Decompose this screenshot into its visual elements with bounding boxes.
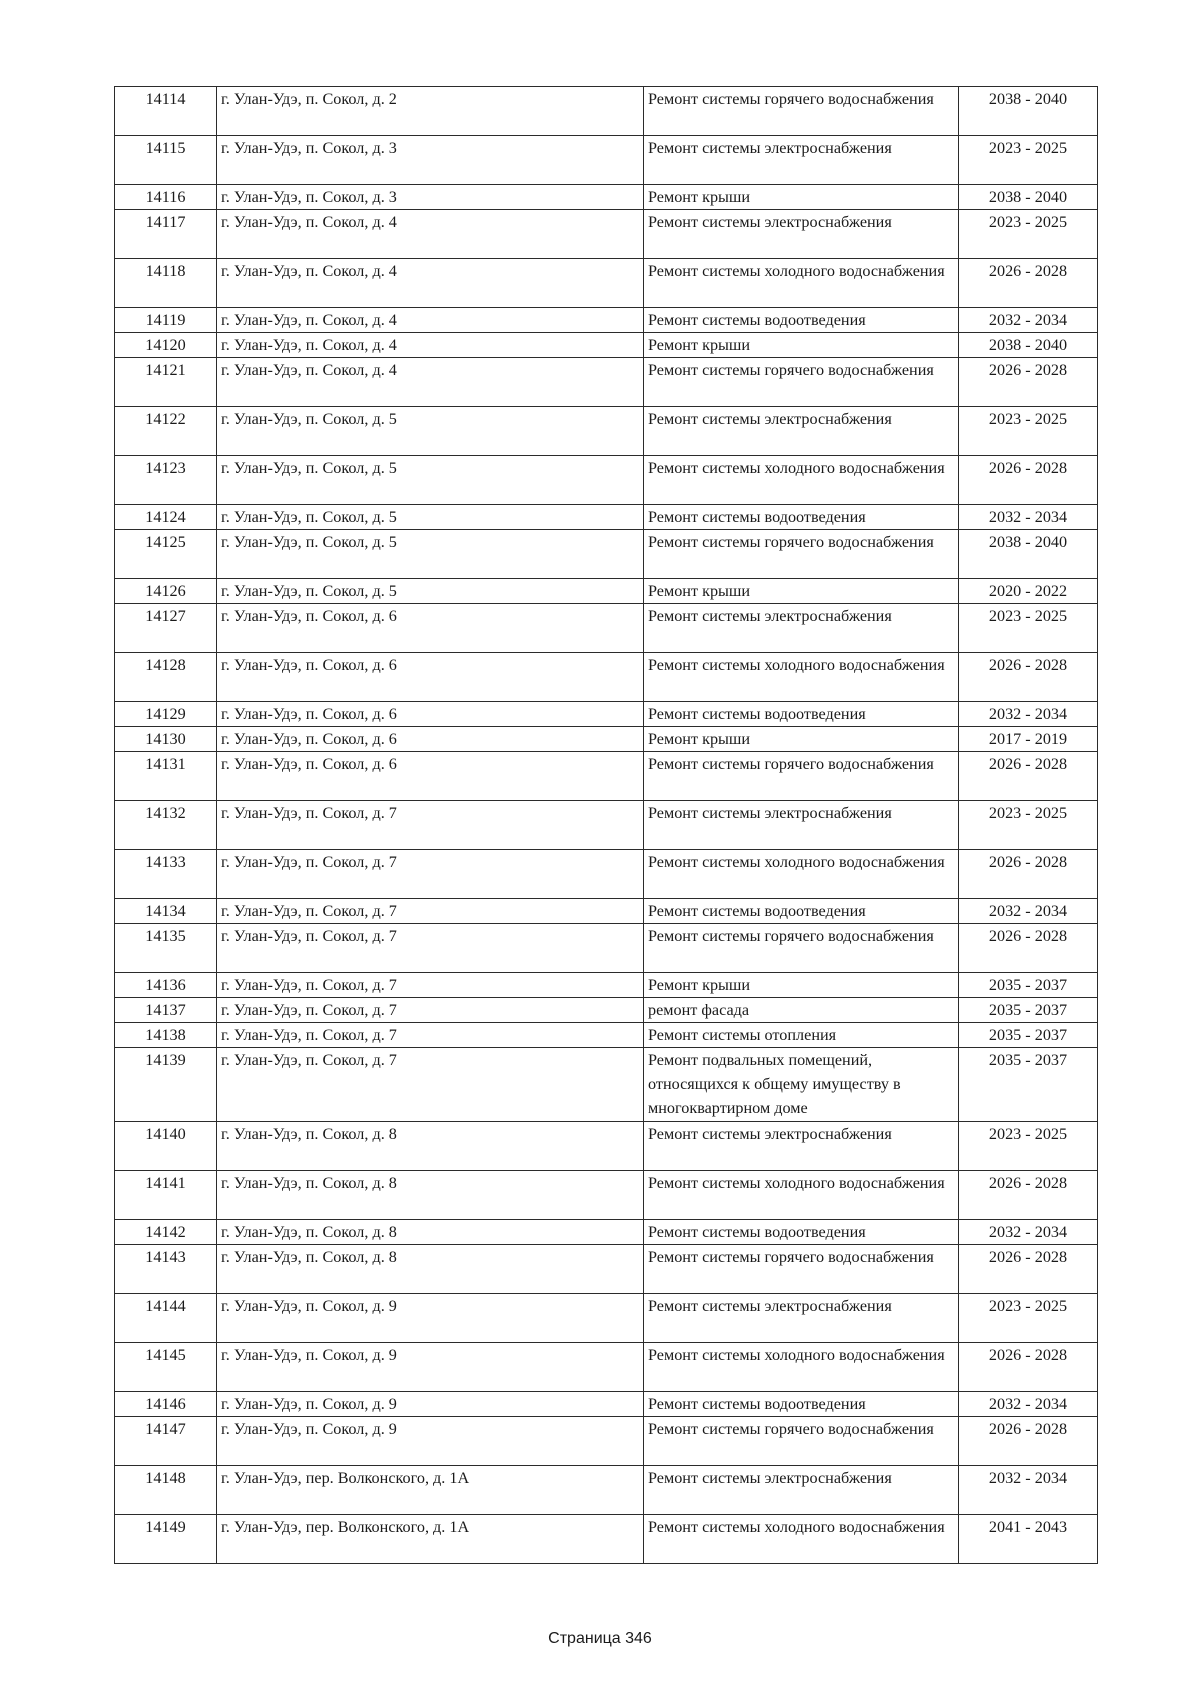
row-number: 14119 <box>115 308 217 333</box>
row-period: 2032 - 2034 <box>959 505 1098 530</box>
row-number: 14128 <box>115 653 217 702</box>
table-row <box>115 1466 1098 1515</box>
table-row <box>115 1343 1098 1392</box>
row-period: 2035 - 2037 <box>959 1048 1098 1122</box>
table-row <box>115 407 1098 456</box>
row-address: г. Улан-Удэ, п. Сокол, д. 5 <box>217 579 644 604</box>
table-row <box>115 604 1098 653</box>
row-work-type: Ремонт системы холодного водоснабжения <box>644 1171 959 1220</box>
row-number: 14115 <box>115 136 217 185</box>
table-row <box>115 579 1098 604</box>
row-period: 2038 - 2040 <box>959 333 1098 358</box>
row-work-type: Ремонт системы водоотведения <box>644 1220 959 1245</box>
row-work-type: Ремонт подвальных помещений, относящихся к общему имуществу в многоквартирном доме <box>644 1048 959 1122</box>
table-row <box>115 801 1098 850</box>
row-number: 14131 <box>115 752 217 801</box>
row-number: 14141 <box>115 1171 217 1220</box>
row-work-type: Ремонт системы холодного водоснабжения <box>644 850 959 899</box>
row-address: г. Улан-Удэ, п. Сокол, д. 6 <box>217 604 644 653</box>
row-period: 2026 - 2028 <box>959 1417 1098 1466</box>
row-number: 14134 <box>115 899 217 924</box>
table-row <box>115 456 1098 505</box>
row-number: 14149 <box>115 1515 217 1564</box>
row-period: 2023 - 2025 <box>959 407 1098 456</box>
row-period: 2023 - 2025 <box>959 1294 1098 1343</box>
row-period: 2017 - 2019 <box>959 727 1098 752</box>
table-row <box>115 1220 1098 1245</box>
table-row <box>115 210 1098 259</box>
row-period: 2023 - 2025 <box>959 604 1098 653</box>
row-work-type: Ремонт системы горячего водоснабжения <box>644 1417 959 1466</box>
row-number: 14127 <box>115 604 217 653</box>
row-number: 14116 <box>115 185 217 210</box>
table-row <box>115 998 1098 1023</box>
row-period: 2026 - 2028 <box>959 1245 1098 1294</box>
row-work-type: Ремонт крыши <box>644 333 959 358</box>
row-period: 2023 - 2025 <box>959 210 1098 259</box>
row-number: 14130 <box>115 727 217 752</box>
table-row <box>115 1023 1098 1048</box>
table-body <box>115 87 1098 1564</box>
row-number: 14118 <box>115 259 217 308</box>
table-row <box>115 727 1098 752</box>
row-work-type: Ремонт системы горячего водоснабжения <box>644 87 959 136</box>
row-period: 2026 - 2028 <box>959 259 1098 308</box>
row-address: г. Улан-Удэ, п. Сокол, д. 8 <box>217 1122 644 1171</box>
row-period: 2032 - 2034 <box>959 899 1098 924</box>
table-row <box>115 1171 1098 1220</box>
row-address: г. Улан-Удэ, п. Сокол, д. 8 <box>217 1171 644 1220</box>
row-work-type: Ремонт системы отопления <box>644 1023 959 1048</box>
table-row <box>115 1048 1098 1122</box>
row-address: г. Улан-Удэ, п. Сокол, д. 7 <box>217 801 644 850</box>
row-number: 14124 <box>115 505 217 530</box>
row-work-type: Ремонт системы горячего водоснабжения <box>644 530 959 579</box>
row-address: г. Улан-Удэ, п. Сокол, д. 7 <box>217 850 644 899</box>
row-number: 14140 <box>115 1122 217 1171</box>
row-work-type: ремонт фасада <box>644 998 959 1023</box>
row-work-type: Ремонт системы электроснабжения <box>644 1466 959 1515</box>
row-work-type: Ремонт системы холодного водоснабжения <box>644 259 959 308</box>
row-address: г. Улан-Удэ, п. Сокол, д. 3 <box>217 185 644 210</box>
row-work-type: Ремонт системы электроснабжения <box>644 136 959 185</box>
table-row <box>115 1294 1098 1343</box>
row-number: 14148 <box>115 1466 217 1515</box>
row-period: 2026 - 2028 <box>959 456 1098 505</box>
row-address: г. Улан-Удэ, п. Сокол, д. 9 <box>217 1294 644 1343</box>
row-number: 14122 <box>115 407 217 456</box>
row-number: 14135 <box>115 924 217 973</box>
table-row <box>115 1245 1098 1294</box>
row-address: г. Улан-Удэ, п. Сокол, д. 4 <box>217 259 644 308</box>
row-work-type: Ремонт крыши <box>644 727 959 752</box>
table-row <box>115 259 1098 308</box>
row-period: 2041 - 2043 <box>959 1515 1098 1564</box>
row-period: 2035 - 2037 <box>959 973 1098 998</box>
row-address: г. Улан-Удэ, п. Сокол, д. 4 <box>217 210 644 259</box>
table-row <box>115 1515 1098 1564</box>
row-address: г. Улан-Удэ, п. Сокол, д. 4 <box>217 308 644 333</box>
row-work-type: Ремонт системы электроснабжения <box>644 1294 959 1343</box>
row-address: г. Улан-Удэ, п. Сокол, д. 9 <box>217 1392 644 1417</box>
row-address: г. Улан-Удэ, п. Сокол, д. 4 <box>217 358 644 407</box>
row-address: г. Улан-Удэ, п. Сокол, д. 6 <box>217 702 644 727</box>
row-period: 2023 - 2025 <box>959 136 1098 185</box>
row-address: г. Улан-Удэ, пер. Волконского, д. 1А <box>217 1515 644 1564</box>
row-number: 14144 <box>115 1294 217 1343</box>
row-period: 2026 - 2028 <box>959 924 1098 973</box>
row-address: г. Улан-Удэ, п. Сокол, д. 9 <box>217 1343 644 1392</box>
row-number: 14114 <box>115 87 217 136</box>
table-row <box>115 1122 1098 1171</box>
row-period: 2026 - 2028 <box>959 653 1098 702</box>
row-work-type: Ремонт системы электроснабжения <box>644 210 959 259</box>
row-number: 14120 <box>115 333 217 358</box>
row-address: г. Улан-Удэ, п. Сокол, д. 7 <box>217 899 644 924</box>
row-work-type: Ремонт системы водоотведения <box>644 308 959 333</box>
table-row <box>115 1417 1098 1466</box>
row-address: г. Улан-Удэ, п. Сокол, д. 7 <box>217 924 644 973</box>
table-row <box>115 185 1098 210</box>
table-row <box>115 1392 1098 1417</box>
row-work-type: Ремонт системы горячего водоснабжения <box>644 924 959 973</box>
table-row <box>115 505 1098 530</box>
row-address: г. Улан-Удэ, п. Сокол, д. 5 <box>217 407 644 456</box>
row-work-type: Ремонт системы электроснабжения <box>644 801 959 850</box>
row-work-type: Ремонт крыши <box>644 185 959 210</box>
row-period: 2035 - 2037 <box>959 998 1098 1023</box>
table-row <box>115 530 1098 579</box>
table-row <box>115 752 1098 801</box>
table-row <box>115 358 1098 407</box>
row-period: 2032 - 2034 <box>959 308 1098 333</box>
row-address: г. Улан-Удэ, п. Сокол, д. 5 <box>217 505 644 530</box>
row-work-type: Ремонт системы холодного водоснабжения <box>644 1343 959 1392</box>
row-number: 14147 <box>115 1417 217 1466</box>
row-address: г. Улан-Удэ, п. Сокол, д. 7 <box>217 1048 644 1122</box>
row-number: 14143 <box>115 1245 217 1294</box>
row-period: 2026 - 2028 <box>959 358 1098 407</box>
row-period: 2020 - 2022 <box>959 579 1098 604</box>
row-number: 14142 <box>115 1220 217 1245</box>
row-period: 2032 - 2034 <box>959 1220 1098 1245</box>
row-address: г. Улан-Удэ, п. Сокол, д. 6 <box>217 752 644 801</box>
row-number: 14117 <box>115 210 217 259</box>
row-work-type: Ремонт системы холодного водоснабжения <box>644 653 959 702</box>
row-address: г. Улан-Удэ, п. Сокол, д. 5 <box>217 456 644 505</box>
row-work-type: Ремонт крыши <box>644 579 959 604</box>
row-period: 2038 - 2040 <box>959 185 1098 210</box>
row-period: 2038 - 2040 <box>959 87 1098 136</box>
row-work-type: Ремонт крыши <box>644 973 959 998</box>
row-work-type: Ремонт системы холодного водоснабжения <box>644 1515 959 1564</box>
row-address: г. Улан-Удэ, п. Сокол, д. 2 <box>217 87 644 136</box>
row-work-type: Ремонт системы водоотведения <box>644 1392 959 1417</box>
row-number: 14125 <box>115 530 217 579</box>
table-row <box>115 899 1098 924</box>
row-work-type: Ремонт системы горячего водоснабжения <box>644 752 959 801</box>
row-number: 14146 <box>115 1392 217 1417</box>
row-number: 14137 <box>115 998 217 1023</box>
row-address: г. Улан-Удэ, п. Сокол, д. 9 <box>217 1417 644 1466</box>
row-work-type: Ремонт системы горячего водоснабжения <box>644 358 959 407</box>
row-address: г. Улан-Удэ, п. Сокол, д. 3 <box>217 136 644 185</box>
row-period: 2023 - 2025 <box>959 1122 1098 1171</box>
table-row <box>115 924 1098 973</box>
row-number: 14136 <box>115 973 217 998</box>
row-address: г. Улан-Удэ, п. Сокол, д. 7 <box>217 998 644 1023</box>
row-number: 14123 <box>115 456 217 505</box>
row-period: 2032 - 2034 <box>959 1392 1098 1417</box>
row-address: г. Улан-Удэ, п. Сокол, д. 6 <box>217 653 644 702</box>
row-address: г. Улан-Удэ, пер. Волконского, д. 1А <box>217 1466 644 1515</box>
row-period: 2032 - 2034 <box>959 702 1098 727</box>
row-period: 2026 - 2028 <box>959 1343 1098 1392</box>
table-row <box>115 850 1098 899</box>
row-work-type: Ремонт системы водоотведения <box>644 505 959 530</box>
row-work-type: Ремонт системы горячего водоснабжения <box>644 1245 959 1294</box>
row-period: 2026 - 2028 <box>959 1171 1098 1220</box>
row-work-type: Ремонт системы электроснабжения <box>644 1122 959 1171</box>
row-number: 14121 <box>115 358 217 407</box>
table-row <box>115 87 1098 136</box>
row-period: 2026 - 2028 <box>959 850 1098 899</box>
row-number: 14132 <box>115 801 217 850</box>
row-period: 2032 - 2034 <box>959 1466 1098 1515</box>
page-number: Страница 346 <box>548 1630 652 1647</box>
row-work-type: Ремонт системы электроснабжения <box>644 407 959 456</box>
repair-schedule-table <box>114 86 1098 1564</box>
row-period: 2026 - 2028 <box>959 752 1098 801</box>
row-number: 14138 <box>115 1023 217 1048</box>
row-work-type: Ремонт системы холодного водоснабжения <box>644 456 959 505</box>
table-row <box>115 136 1098 185</box>
row-address: г. Улан-Удэ, п. Сокол, д. 4 <box>217 333 644 358</box>
row-period: 2023 - 2025 <box>959 801 1098 850</box>
row-period: 2035 - 2037 <box>959 1023 1098 1048</box>
row-address: г. Улан-Удэ, п. Сокол, д. 8 <box>217 1245 644 1294</box>
row-number: 14145 <box>115 1343 217 1392</box>
row-address: г. Улан-Удэ, п. Сокол, д. 5 <box>217 530 644 579</box>
row-period: 2038 - 2040 <box>959 530 1098 579</box>
table-row <box>115 333 1098 358</box>
table-row <box>115 308 1098 333</box>
row-number: 14133 <box>115 850 217 899</box>
row-number: 14126 <box>115 579 217 604</box>
row-work-type: Ремонт системы водоотведения <box>644 899 959 924</box>
row-number: 14139 <box>115 1048 217 1122</box>
table-row <box>115 653 1098 702</box>
row-address: г. Улан-Удэ, п. Сокол, д. 7 <box>217 1023 644 1048</box>
table-row <box>115 973 1098 998</box>
row-work-type: Ремонт системы электроснабжения <box>644 604 959 653</box>
row-address: г. Улан-Удэ, п. Сокол, д. 6 <box>217 727 644 752</box>
row-address: г. Улан-Удэ, п. Сокол, д. 8 <box>217 1220 644 1245</box>
row-number: 14129 <box>115 702 217 727</box>
row-address: г. Улан-Удэ, п. Сокол, д. 7 <box>217 973 644 998</box>
row-work-type: Ремонт системы водоотведения <box>644 702 959 727</box>
table-row <box>115 702 1098 727</box>
